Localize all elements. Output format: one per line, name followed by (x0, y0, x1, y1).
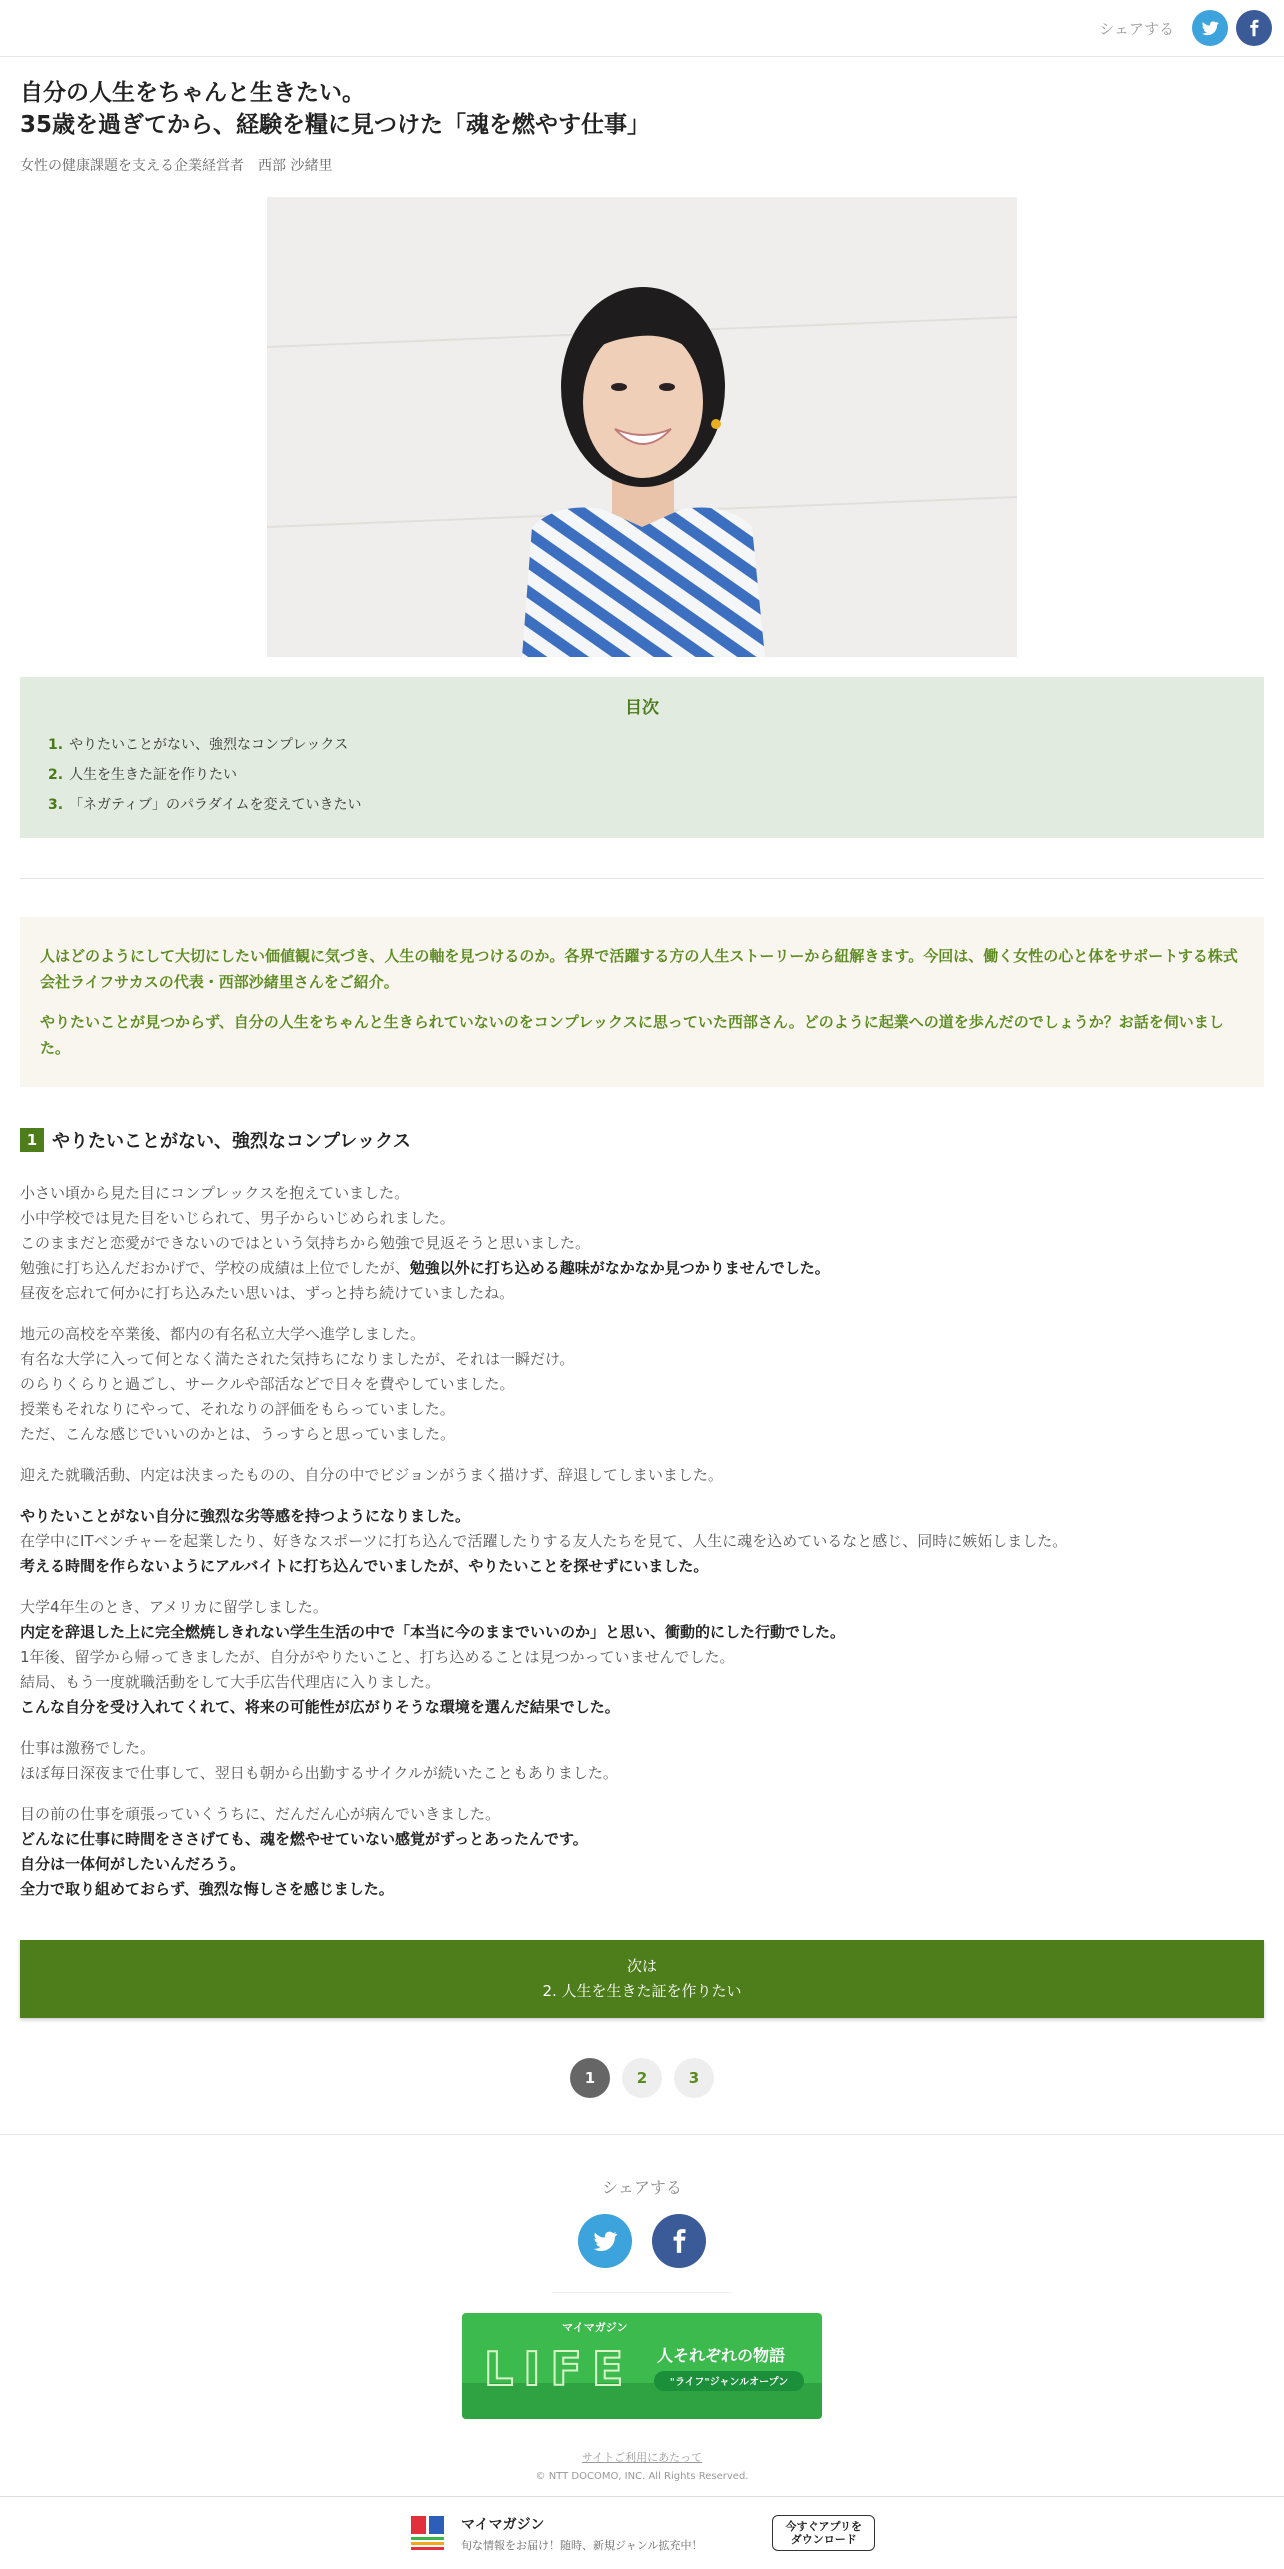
footer-share-icons (0, 2214, 1284, 2268)
app-name: マイマガジン (460, 2516, 545, 2533)
toc-item-2[interactable] (48, 760, 1236, 790)
body-line (20, 1256, 1264, 1281)
page-1-button[interactable]: 1 (570, 2058, 610, 2098)
body-line (20, 1645, 1264, 1670)
body-line-text: 結局、もう一度就職活動をして大手広告代理店に入りました。 (20, 1673, 441, 1691)
body-line (20, 1877, 1264, 1902)
facebook-icon (1245, 19, 1263, 37)
toc-item-label: 「ネガティブ」のパラダイムを変えていきたい (69, 797, 362, 813)
table-of-contents (20, 677, 1264, 838)
body-line (20, 1554, 1264, 1579)
body-paragraph (20, 1463, 1264, 1488)
body-line (20, 1529, 1264, 1554)
body-line-text: 小さい頃から見た目にコンプレックスを抱えていました。 (20, 1184, 410, 1202)
body-line (20, 1397, 1264, 1422)
page-3-button[interactable]: 3 (674, 2058, 714, 2098)
body-line-text: 地元の高校を卒業後、都内の有名私立大学へ進学しました。 (20, 1325, 426, 1343)
body-line (20, 1736, 1264, 1761)
body-line (20, 1852, 1264, 1877)
body-line-text: 勉強に打ち込んだおかげで、学校の成績は上位でしたが、 (20, 1259, 410, 1277)
toc-item-label: 人生を生きた証を作りたい (69, 767, 238, 783)
author-byline: 女性の健康課題を支える企業経営者 西部 沙緒里 (20, 158, 333, 174)
next-label: 次は (626, 1957, 657, 1975)
body-line (20, 1504, 1264, 1529)
copyright: © NTT DOCOMO, INC. All Rights Reserved. (535, 2471, 749, 2482)
body-paragraph (20, 1181, 1264, 1306)
site-policy-link[interactable]: サイトご利用にあたって (581, 2451, 703, 2464)
body-paragraph (20, 1595, 1264, 1720)
body-paragraph (20, 1504, 1264, 1579)
mymagazine-app-icon (409, 2514, 447, 2552)
facebook-share-button[interactable] (1236, 10, 1272, 46)
section-heading (20, 1127, 1264, 1153)
body-line-text: 在学中にITベンチャーを起業したり、好きなスポーツに打ち込んで活躍したりする友人たちを見て、人生に魂を込めているなと感じ、同時に嫉妬しました。 (20, 1532, 1068, 1550)
footer (0, 2134, 1284, 2482)
share-label: シェアする (1099, 19, 1174, 38)
body-line (20, 1322, 1264, 1347)
banner-top-text: マイマガジン (562, 2321, 628, 2334)
body-line (20, 1347, 1264, 1372)
body-line (20, 1281, 1264, 1306)
article (0, 77, 1284, 2098)
body-line-text: 目の前の仕事を頑張っていくうちに、だんだん心が病んでいきました。 (20, 1805, 501, 1823)
app-download-bar (0, 2496, 1284, 2569)
lead-paragraph-1: 人はどのようにして大切にしたい価値観に気づき、人生の軸を見つけるのか。各界で活躍する方の人生ストーリーから紐解きます。今回は、働く女性の心と体をサポートする株式会社ライフサカスの代表・西部沙緒里さんをご紹介。 (40, 947, 1238, 991)
body-line (20, 1595, 1264, 1620)
body-paragraph (20, 1736, 1264, 1786)
body-line-text: 考える時間を作らないようにアルバイトに打ち込んでいましたが、やりたいことを探せずにいました。 (20, 1557, 709, 1575)
footer-divider (552, 2292, 732, 2293)
facebook-icon (666, 2228, 692, 2254)
body-line (20, 1422, 1264, 1447)
toc-item-number: 3. (48, 797, 64, 813)
body-line-text: このままだと恋愛ができないのではという気持ちから勉強で見返そうと思いました。 (20, 1234, 591, 1252)
next-title: 2. 人生を生きた証を作りたい (542, 1982, 742, 2000)
body-line (20, 1463, 1264, 1488)
life-genre-banner[interactable] (462, 2313, 822, 2419)
title-line-2: 35歳を過ぎてから、経験を糧に見つけた「魂を燃やす仕事」 (20, 112, 651, 138)
toc-item-label: やりたいことがない、強烈なコンプレックス (69, 737, 349, 753)
pagination (20, 2058, 1264, 2098)
body-line (20, 1761, 1264, 1786)
body-line-text: 内定を辞退した上に完全燃焼しきれない学生生活の中で「本当に今のままでいいのか」と思い、衝動的にした行動でした。 (20, 1623, 846, 1641)
lead-box (20, 917, 1264, 1087)
portrait-photo (267, 197, 1017, 657)
body-line-text: どんなに仕事に時間をささげても、魂を燃やせていない感覚がずっとあったんです。 (20, 1830, 588, 1848)
toc-item-number: 2. (48, 767, 64, 783)
toc-title: 目次 (625, 698, 659, 718)
twitter-share-button[interactable] (1192, 10, 1228, 46)
twitter-icon (1200, 18, 1220, 38)
section-title: やりたいことがない、強烈なコンプレックス (52, 1131, 411, 1152)
body-line-text: やりたいことがない自分に強烈な劣等感を持つようになりました。 (20, 1507, 471, 1525)
footer-twitter-button[interactable] (578, 2214, 632, 2268)
app-info (461, 2514, 703, 2553)
banner-sub-text: "ライフ"ジャンルオープン (669, 2377, 789, 2388)
body-line-text: ただ、こんな感じでいいのかとは、うっすらと思っていました。 (20, 1425, 456, 1443)
body-line (20, 1231, 1264, 1256)
body-line (20, 1827, 1264, 1852)
body-line (20, 1372, 1264, 1397)
body-line-text: 授業もそれなりにやって、それなりの評価をもらっていました。 (20, 1400, 455, 1418)
toc-item-number: 1. (48, 737, 64, 753)
toc-item-3[interactable] (48, 790, 1236, 820)
next-page-button[interactable] (20, 1940, 1264, 2018)
section-body (20, 1181, 1264, 1902)
article-title (20, 77, 1264, 141)
body-line (20, 1670, 1264, 1695)
body-line-text: 昼夜を忘れて何かに打ち込みたい思いは、ずっと持ち続けていましたね。 (20, 1284, 515, 1302)
body-paragraph (20, 1802, 1264, 1902)
title-line-1: 自分の人生をちゃんと生きたい。 (20, 80, 365, 106)
lead-paragraph-2: やりたいことが見つからず、自分の人生をちゃんと生きられていないのをコンプレックスに思っていた西部さん。どのように起業への道を歩んだのでしょうか？お話を伺いました。 (40, 1013, 1224, 1057)
body-line-text: 有名な大学に入って何となく満たされた気持ちになりましたが、それは一瞬だけ。 (20, 1350, 575, 1368)
banner-main-text: 人それぞれの物語 (657, 2346, 786, 2365)
body-line-text: こんな自分を受け入れてくれて、将来の可能性が広がりそうな環境を選んだ結果でした。 (20, 1698, 620, 1716)
download-line-2: ダウンロード (790, 2533, 857, 2546)
section-number: 1 (20, 1128, 44, 1152)
body-line-text: 小中学校では見た目をいじられて、男子からいじめられました。 (20, 1209, 455, 1227)
twitter-icon (591, 2227, 619, 2255)
body-line-text: ほぼ毎日深夜まで仕事して、翌日も朝から出勤するサイクルが続いたこともありました。 (20, 1764, 618, 1782)
download-line-1: 今すぐアプリを (785, 2520, 863, 2533)
body-paragraph (20, 1322, 1264, 1447)
toc-item-1[interactable] (48, 730, 1236, 760)
page-2-button[interactable]: 2 (622, 2058, 662, 2098)
body-line-text: 迎えた就職活動、内定は決まったものの、自分の中でビジョンがうまく描けず、辞退してしまいました。 (20, 1466, 723, 1484)
app-download-button[interactable] (772, 2515, 875, 2551)
body-line-text: 全力で取り組めておらず、強烈な悔しさを感じました。 (20, 1880, 394, 1898)
body-line-text: 仕事は激務でした。 (20, 1739, 156, 1757)
body-line (20, 1206, 1264, 1231)
body-line-text: のらりくらりと過ごし、サークルや部活などで日々を費やしていました。 (20, 1375, 515, 1393)
body-line (20, 1695, 1264, 1720)
banner-logo-text: LIFE (484, 2342, 634, 2396)
body-line-text: 自分は一体何がしたいんだろう。 (20, 1855, 246, 1873)
top-share-bar (0, 0, 1284, 57)
footer-facebook-button[interactable] (652, 2214, 706, 2268)
footer-share-label: シェアする (602, 2178, 682, 2197)
body-line-emphasis: 勉強以外に打ち込める趣味がなかなか見つかりませんでした。 (409, 1259, 830, 1277)
body-line-text: 1年後、留学から帰ってきましたが、自分がやりたいこと、打ち込めることは見つかっていませんでした。 (20, 1648, 735, 1666)
body-line (20, 1620, 1264, 1645)
app-description: 旬な情報をお届け！随時、新規ジャンル拡充中！ (460, 2538, 703, 2552)
body-line-text: 大学4年生のとき、アメリカに留学しました。 (20, 1598, 328, 1616)
divider (20, 878, 1264, 879)
toc-list (48, 730, 1236, 820)
body-line (20, 1802, 1264, 1827)
body-line (20, 1181, 1264, 1206)
